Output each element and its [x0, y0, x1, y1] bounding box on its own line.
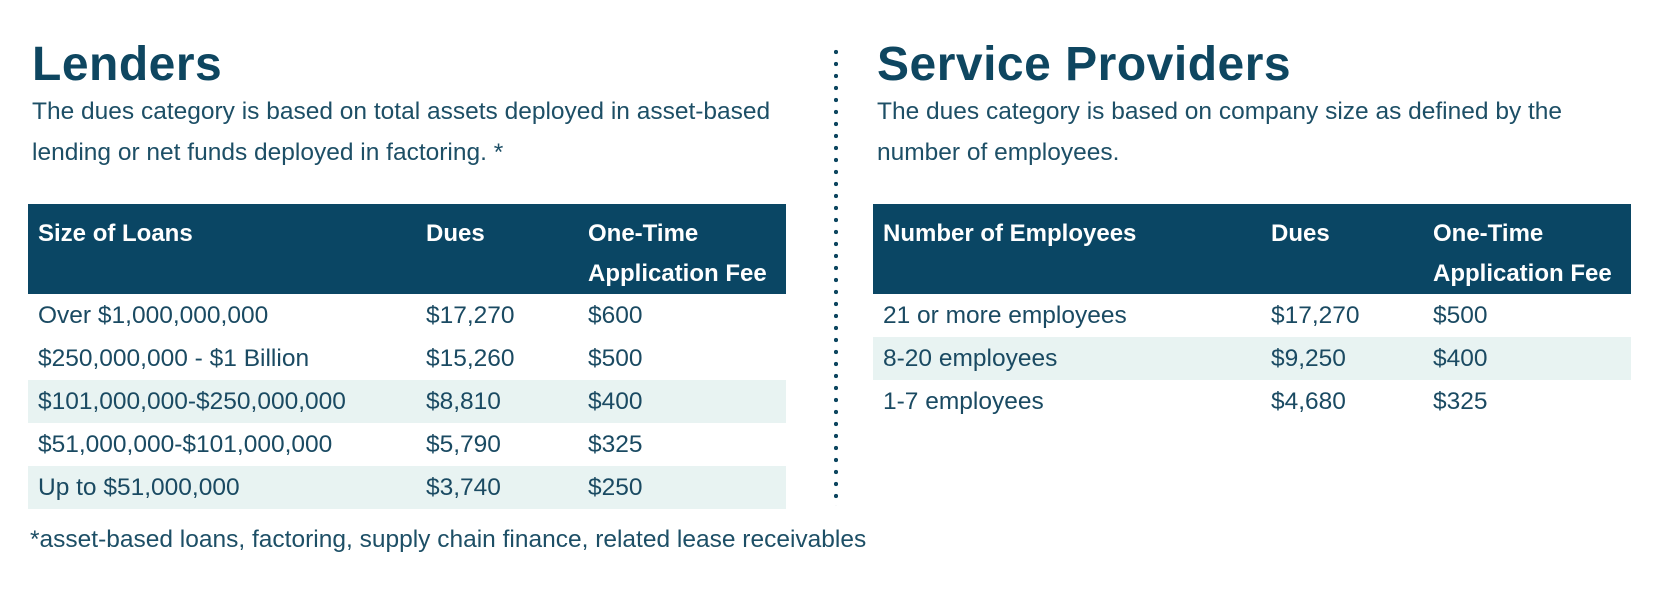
dotted-divider	[834, 46, 838, 506]
cell-fee: $600	[588, 302, 643, 329]
service-providers-heading: Service Providers	[877, 38, 1292, 91]
cell-loan-size: $101,000,000-$250,000,000	[28, 380, 416, 423]
table-header-row	[873, 204, 1631, 294]
footnote: *asset-based loans, factoring, supply chain finance, related lease receivables	[30, 526, 867, 553]
cell-loan-size: Over $1,000,000,000	[38, 302, 269, 329]
cell-fee: $325	[1433, 388, 1488, 415]
table-row	[873, 337, 1631, 380]
cell-dues: $5,790	[426, 431, 501, 458]
header-fee-line-2: Application Fee	[588, 260, 767, 287]
header-fee-line-1: One-Time	[588, 220, 699, 247]
lenders-heading: Lenders	[32, 38, 223, 91]
cell-employees: 1-7 employees	[883, 388, 1044, 415]
header-number-of-employees: Number of Employees	[873, 204, 1261, 294]
cell-dues: $3,740	[416, 466, 578, 509]
cell-dues: $9,250	[1261, 337, 1423, 380]
table-row	[28, 337, 786, 380]
table-row	[28, 294, 786, 337]
cell-fee: $400	[578, 380, 786, 423]
service-providers-intro	[877, 91, 1562, 173]
header-dues: Dues	[1261, 204, 1423, 294]
lenders-intro-line-2: lending or net funds deployed in factoring. *	[32, 139, 504, 166]
service-providers-intro-line-2: number of employees.	[877, 139, 1120, 166]
cell-dues: $17,270	[426, 302, 515, 329]
service-providers-dues-table	[873, 204, 1631, 423]
cell-fee: $500	[1433, 302, 1488, 329]
lenders-dues-table	[28, 204, 786, 509]
cell-loan-size: $250,000,000 - $1 Billion	[38, 345, 310, 372]
cell-loan-size: $51,000,000-$101,000,000	[38, 431, 333, 458]
cell-fee: $400	[1423, 337, 1631, 380]
cell-loan-size: Up to $51,000,000	[28, 466, 416, 509]
header-dues: Dues	[416, 204, 578, 294]
cell-dues: $15,260	[426, 345, 515, 372]
header-fee-line-1: One-Time	[1433, 220, 1544, 247]
table-row	[873, 380, 1631, 423]
cell-dues: $4,680	[1271, 388, 1346, 415]
header-application-fee	[1423, 204, 1631, 294]
cell-dues: $17,270	[1271, 302, 1360, 329]
cell-employees: 21 or more employees	[883, 302, 1127, 329]
lenders-intro	[32, 91, 770, 173]
cell-fee: $250	[578, 466, 786, 509]
service-providers-intro-line-1: The dues category is based on company size as defined by the	[877, 98, 1563, 125]
table-row	[28, 466, 786, 509]
table-row	[28, 423, 786, 466]
cell-fee: $500	[588, 345, 643, 372]
table-row	[873, 294, 1631, 337]
cell-employees: 8-20 employees	[873, 337, 1261, 380]
header-size-of-loans: Size of Loans	[28, 204, 416, 294]
cell-dues: $8,810	[416, 380, 578, 423]
cell-fee: $325	[588, 431, 643, 458]
table-row	[28, 380, 786, 423]
lenders-intro-line-1: The dues category is based on total assets deployed in asset-based	[32, 98, 771, 125]
header-application-fee	[578, 204, 786, 294]
table-header-row	[28, 204, 786, 294]
header-fee-line-2: Application Fee	[1433, 260, 1612, 287]
